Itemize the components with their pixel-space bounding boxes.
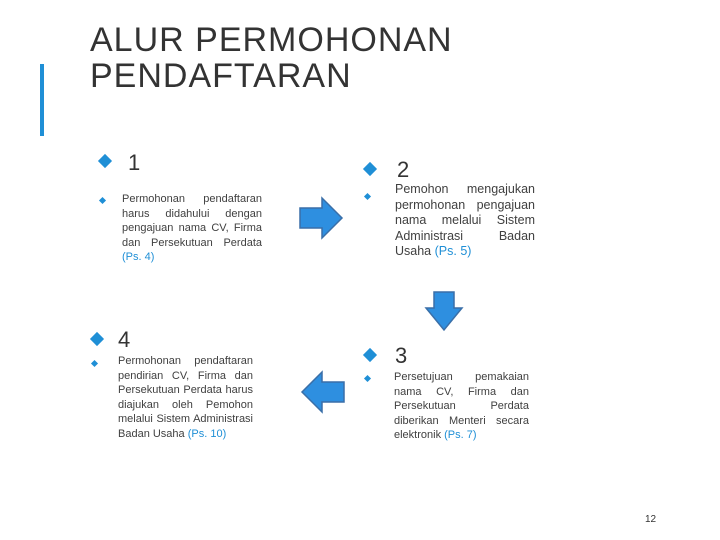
step-3 <box>365 343 540 441</box>
step-number: 2 <box>397 157 410 182</box>
bullet-icon <box>98 154 112 168</box>
bullet-icon <box>364 375 371 382</box>
bullet-icon <box>364 193 371 200</box>
title-line-2: PENDAFTARAN <box>90 57 352 95</box>
bullet-icon <box>91 360 98 367</box>
step-text <box>395 182 535 260</box>
step-reference: (Ps. 4) <box>122 251 155 263</box>
step-description: Persetujuan pemakaian nama CV, Firma dan Persekutuan Perdata diberikan Menteri secara elektronik <box>394 371 529 441</box>
step-description: Pemohon mengajukan permohonan pengajuan nama melalui Sistem Administrasi Badan Usaha <box>395 182 535 258</box>
step-description: Permohonan pendaftaran pendirian CV, Firma dan Persekutuan Perdata harus diajukan oleh Pemohon melalui Sistem Administrasi Badan Usaha <box>118 355 253 440</box>
step-number: 4 <box>118 327 131 352</box>
step-reference: (Ps. 7) <box>444 429 477 441</box>
step-number: 3 <box>395 343 408 368</box>
bullet-icon <box>90 332 104 346</box>
accent-bar <box>40 64 44 136</box>
bullet-icon <box>363 162 377 176</box>
arrow-down-icon <box>424 290 464 332</box>
step-reference: (Ps. 10) <box>187 427 227 440</box>
step-1 <box>100 150 270 263</box>
step-text <box>394 370 529 443</box>
step-4 <box>92 327 267 440</box>
step-text <box>122 192 262 265</box>
step-reference: (Ps. 5) <box>434 244 472 258</box>
step-text <box>118 354 253 441</box>
step-2 <box>365 156 545 258</box>
page-title <box>90 22 453 94</box>
step-number: 1 <box>128 150 141 175</box>
arrow-right-icon <box>298 196 344 240</box>
step-description: Permohonan pendaftaran harus didahului dengan pengajuan nama CV, Firma dan Persekutuan Perdata <box>122 193 262 249</box>
title-line-1: ALUR PERMOHONAN <box>90 21 453 59</box>
bullet-icon <box>99 197 106 204</box>
bullet-icon <box>363 348 377 362</box>
page-number: 12 <box>645 514 657 525</box>
arrow-left-icon <box>300 370 346 414</box>
